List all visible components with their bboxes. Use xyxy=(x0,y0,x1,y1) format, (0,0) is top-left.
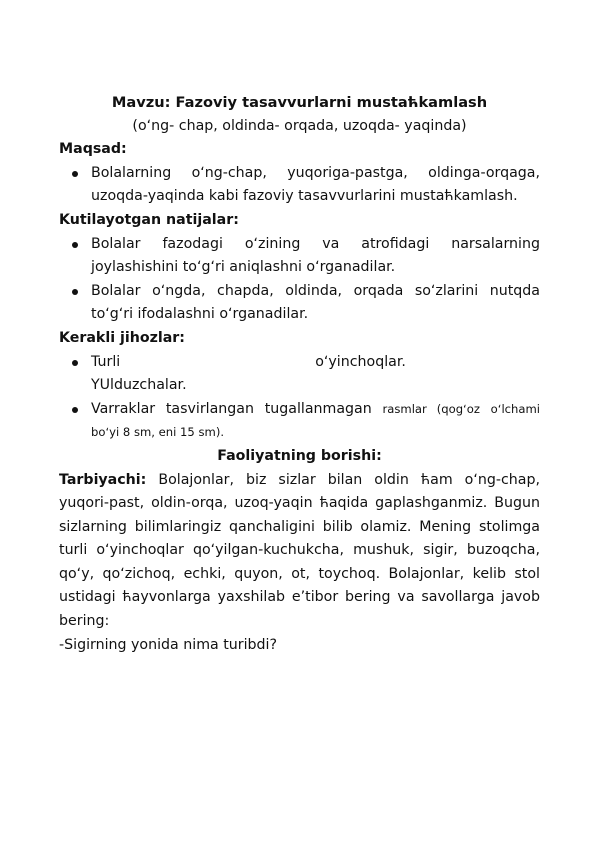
equipment-item-pictures xyxy=(91,398,540,445)
document-content xyxy=(59,91,540,657)
process-question: -Sigirning yonida nima turibdi? xyxy=(59,636,278,653)
lesson-subtitle: (oʻng- chap, oldinda- orqada, uzoqda- yaqinda) xyxy=(132,117,467,134)
goal-heading: Maqsad: xyxy=(59,141,127,158)
equipment-list xyxy=(59,351,540,445)
results-list xyxy=(59,233,540,327)
process-text: Bolajonlar, biz sizlar bilan oldin ћam oʻng-chap, yuqori-past, oldin-orqa, uzoq-yaqin ћaqida gaplashganmiz. Bugun sizlarning bilimlaringiz qanchaligini bilib olamiz. Mening stolimga turli oʻyinchoqlar qoʻyilgan-kuchukcha, mushuk, sigir, buzoqcha, qoʻy, qoʻzichoq, echki, quyon, ot, toychoq. Bolajonlar, kelib stol ustidagi ћayvonlarga yaxshilab e’tibor bering va savollarga javob bering: xyxy=(59,471,540,630)
equipment-stars: YUlduzchalar. xyxy=(91,377,187,394)
equipment-pictures-size-a: rasmlar (qogʻoz xyxy=(382,401,480,416)
equipment-heading: Kerakli jihozlar: xyxy=(59,329,185,346)
results-heading: Kutilayotgan natijalar: xyxy=(59,211,239,228)
equipment-toys-b: oʻyinchoqlar. xyxy=(315,353,406,370)
process-paragraph xyxy=(59,469,540,634)
process-heading: Faoliyatning borishi: xyxy=(217,447,382,464)
equipment-item-toys xyxy=(91,351,540,398)
goal-item: Bolalarning oʻng-chap, yuqoriga-pastga, oldinga-orqaga, uzoqda-yaqinda kabi fazoviy tasavvurlarini mustaћkamlash. xyxy=(91,162,540,209)
equipment-pictures-size-b: oʻlchami boʻyi 8 sm, eni 15 sm). xyxy=(91,401,541,440)
equipment-pictures-main: Varraklar tasvirlangan tugallanmagan xyxy=(91,400,372,417)
result-item: Bolalar oʻngda, chapda, oldinda, orqada soʻzlarini nutqda toʻgʻri ifodalashni oʻrganadilar. xyxy=(91,280,540,327)
lesson-title: Mavzu: Fazoviy tasavvurlarni mustaћkamlash xyxy=(111,94,488,111)
speaker-label: Tarbiyachi: xyxy=(59,471,147,488)
result-item: Bolalar fazodagi oʻzining va atrofidagi narsalarning joylashishini toʻgʻri aniqlashni oʻrganadilar. xyxy=(91,233,540,280)
equipment-toys-a: Turli xyxy=(91,353,121,370)
goal-list xyxy=(59,162,540,209)
